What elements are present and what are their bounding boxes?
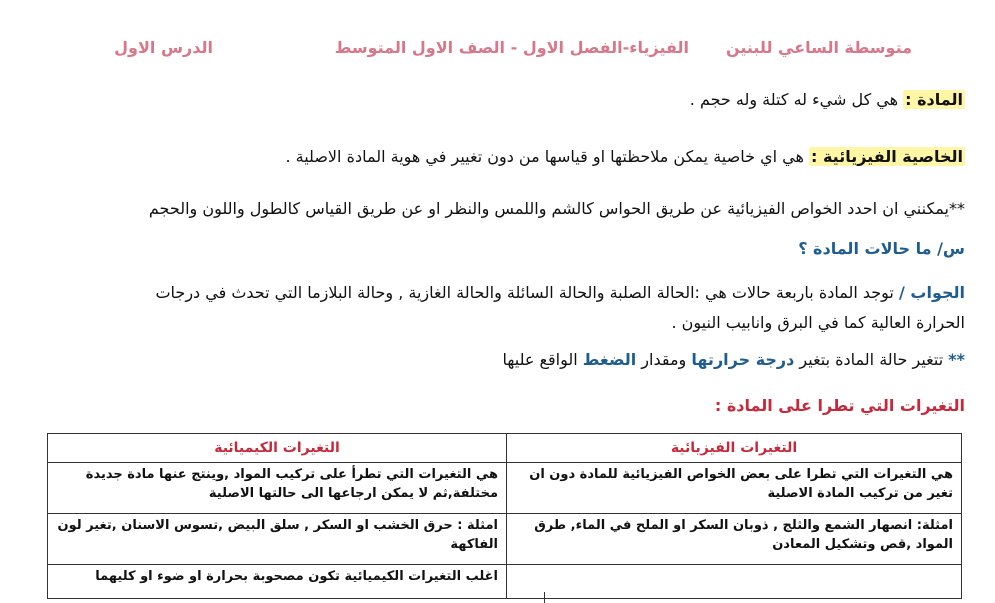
pressure-term: الضغط [582, 350, 637, 369]
matter-term: المادة : [905, 90, 963, 109]
chemical-definition-cell: هي التغيرات التي تطرأ على تركيب المواد ,وينتج عنها مادة جديدة مختلفة,ثم لا يمكن ارجاعها الى حالتها الاصلية [48, 463, 507, 514]
state-change-prefix: ** [948, 350, 965, 369]
table-row [48, 463, 962, 514]
physical-property-term: الخاصية الفيزيائية : [810, 147, 963, 166]
empty-physical-cell [507, 565, 962, 599]
state-change-text-3: الواقع عليها [502, 350, 578, 369]
physical-property-text: هي اي خاصية يمكن ملاحظتها او قياسها من دون تغيير في هوية المادة الاصلية . [285, 147, 804, 166]
chemical-examples-cell: امثلة : حرق الخشب او السكر , سلق البيض ,تسوس الاسنان ,تغير لون الفاكهة [48, 514, 507, 565]
table-header-row [48, 434, 962, 463]
physical-property-note: **يمكنني ان احدد الخواص الفيزيائية عن طريق الحواس كالشم واللمس والنظر او عن طريق القياس كالطول واللون والحجم [148, 199, 965, 218]
chemical-note-cell: اغلب التغيرات الكيميائية تكون مصحوبة بحرارة او ضوء او كليهما [48, 565, 507, 599]
state-change-text-1: تتغير حالة المادة بتغير [794, 350, 944, 369]
answer-line-1-text: توجد المادة باربعة حالات هي :الحالة الصلبة والحالة السائلة والحالة الغازية , وحالة البلازما التي تحدث في درجات [155, 283, 894, 302]
lesson-number: الدرس الاول [114, 38, 213, 57]
changes-heading: التغيرات التي تطرا على المادة : [714, 396, 965, 415]
states-question: س/ ما حالات المادة ؟ [798, 239, 965, 258]
subject-title: الفيزياء-الفصل الاول - الصف الاول المتوسط [334, 38, 689, 57]
answer-label: الجواب / [898, 283, 965, 302]
chemical-changes-header: التغيرات الكيميائية [48, 434, 507, 463]
physical-changes-header: التغيرات الفيزيائية [507, 434, 962, 463]
matter-definition [690, 88, 965, 113]
state-change-note [503, 348, 966, 373]
changes-table-wrapper [48, 433, 962, 593]
physical-definition-cell: هي التغيرات التي تطرا على بعض الخواص الفيزيائية للمادة دون ان تغير من تركيب المادة الاصلية [507, 463, 962, 514]
page-edge-line [544, 592, 545, 603]
table-row [48, 514, 962, 565]
changes-table [47, 433, 962, 599]
school-name: متوسطة الساعي للبنين [725, 38, 912, 57]
state-change-text-2: ومقدار [636, 350, 687, 369]
table-row [48, 565, 962, 599]
states-answer-line-2: الحرارة العالية كما في البرق وانابيب النيون . [671, 313, 965, 332]
temperature-term: درجة حرارتها [691, 350, 795, 369]
physical-property-definition [285, 145, 965, 170]
states-answer-line-1 [155, 281, 965, 306]
physical-examples-cell: امثلة: انصهار الشمع والثلج , ذوبان السكر او الملح في الماء, طرق المواد ,قص وتشكيل المعادن [507, 514, 962, 565]
matter-text: هي كل شيء له كتلة وله حجم . [689, 90, 899, 109]
